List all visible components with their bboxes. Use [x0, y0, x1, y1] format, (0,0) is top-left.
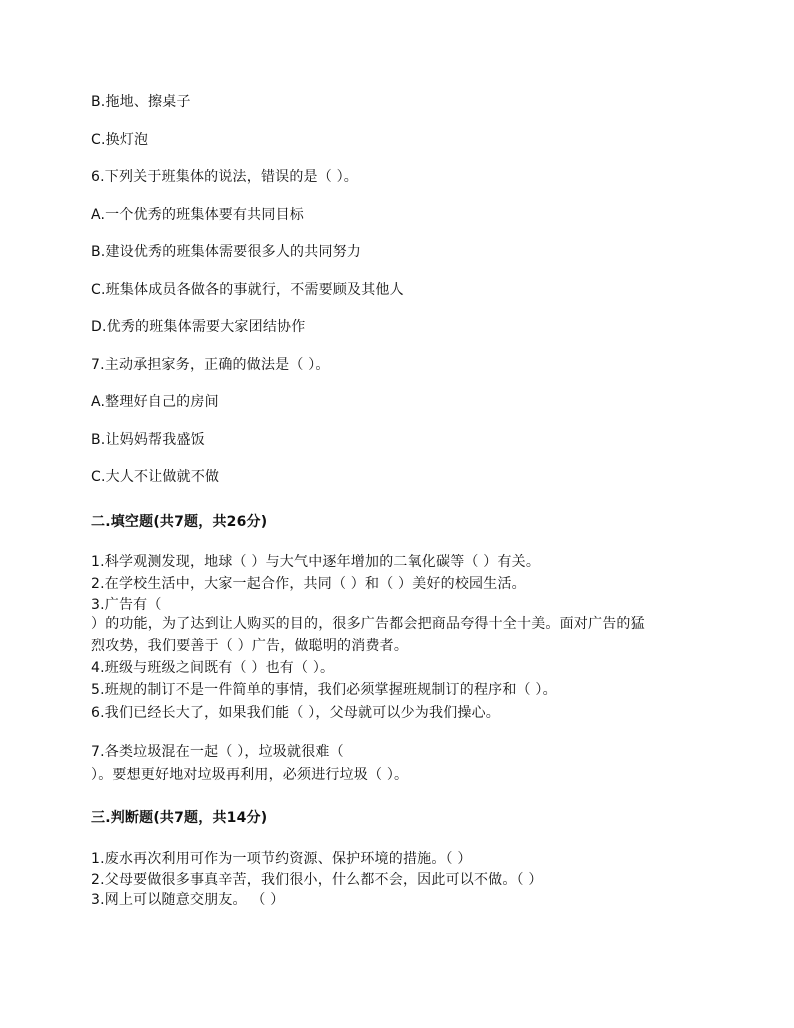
option-line: B.建设优秀的班集体需要很多人的共同努力 [91, 244, 362, 260]
fill-question-line: ）。要想更好地对垃圾再利用，必须进行垃圾（ ）。 [91, 767, 409, 783]
option-line: D.优秀的班集体需要大家团结协作 [91, 319, 306, 335]
option-line: C.大人不让做就不做 [91, 469, 220, 485]
fill-question-line: 1.科学观测发现，地球（ ）与大气中逐年增加的二氧化碳等（ ）有关。 [91, 554, 541, 570]
fill-question-line: 2.在学校生活中，大家一起合作，共同（ ）和（ ）美好的校园生活。 [91, 576, 526, 592]
option-line: B.拖地、擦桌子 [91, 94, 191, 110]
fill-question-line: 6.我们已经长大了，如果我们能（ ），父母就可以少为我们操心。 [91, 705, 501, 721]
option-line: B.让妈妈帮我盛饭 [91, 432, 205, 448]
option-line: A.整理好自己的房间 [91, 394, 219, 410]
option-line: A.一个优秀的班集体要有共同目标 [91, 207, 304, 223]
option-line: C.班集体成员各做各的事就行，不需要顾及其他人 [91, 282, 404, 298]
fill-question-line: 3.广告有（ [91, 597, 162, 613]
fill-question-line: ）的功能，为了达到让人购买的目的，很多广告都会把商品夸得十全十美。面对广告的猛 [91, 616, 645, 632]
section-heading-judge: 三.判断题(共7题，共14分) [91, 810, 268, 826]
question-line: 6.下列关于班集体的说法，错误的是（ ）。 [91, 169, 359, 185]
option-line: C.换灯泡 [91, 132, 149, 148]
question-line: 7.主动承担家务，正确的做法是（ ）。 [91, 357, 330, 373]
fill-question-line: 4.班级与班级之间既有（ ）也有（ ）。 [91, 660, 335, 676]
fill-question-line: 5.班规的制订不是一件简单的事情，我们必须掌握班规制订的程序和（ ）。 [91, 682, 557, 698]
judge-question-line: 2.父母要做很多事真辛苦，我们很小，什么都不会，因此可以不做。（ ） [91, 872, 543, 888]
fill-question-line: 烈攻势，我们要善于（ ）广告，做聪明的消费者。 [91, 638, 409, 654]
judge-question-line: 1.废水再次利用可作为一项节约资源、保护环境的措施。（ ） [91, 851, 472, 867]
section-heading-fill: 二.填空题(共7题，共26分) [91, 514, 268, 530]
judge-question-line: 3.网上可以随意交朋友。 （ ） [91, 892, 285, 908]
fill-question-line: 7.各类垃圾混在一起（ ），垃圾就很难（ [91, 744, 344, 760]
